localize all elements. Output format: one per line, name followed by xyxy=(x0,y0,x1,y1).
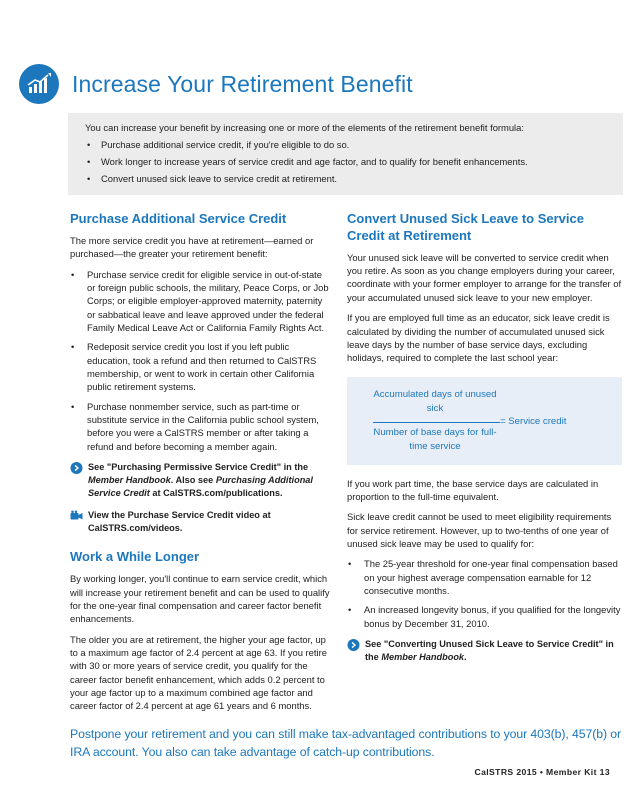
page-footer: CalSTRS 2015 • Member Kit 13 xyxy=(474,767,610,777)
arrow-circle-icon xyxy=(70,462,83,474)
ref-text-part: at CalSTRS.com/publications. xyxy=(149,488,283,499)
formula-result: = Service credit xyxy=(500,415,567,427)
ref-text-part: Member Handbook xyxy=(88,475,171,486)
list-item: • Purchase service credit for eligible service in out-of-state or foreign public schools, the military, Peace Corps, or Job Corps; or eligible employer-approved maternity, paternity or sabbatical leave and leave approved under the federal Family Medical Leave Act or California Family Rights Act. xyxy=(70,268,332,335)
ref-text-part: View the Purchase Service Credit video at CalSTRS.com/videos. xyxy=(88,510,271,534)
page-header xyxy=(19,62,413,106)
convert-reference-text xyxy=(365,638,622,664)
purchase-heading: Purchase Additional Service Credit xyxy=(70,211,287,226)
convert-reference xyxy=(347,638,622,664)
formula-divider xyxy=(373,422,500,423)
video-reference-text xyxy=(88,509,332,535)
intro-text: You can increase your benefit by increasing one or more of the elements of the retirement benefit formula: xyxy=(85,122,524,133)
video-camera-icon xyxy=(70,510,83,522)
convert-paragraph: Sick leave credit cannot be used to meet eligibility requirements for service retirement. However, up to two-tenths of one year of unused sick leave may be used to qualify for: xyxy=(347,511,612,549)
formula-denominator: Number of base days for full-time service xyxy=(373,426,497,453)
convert-bullets xyxy=(347,557,622,630)
purchase-bullets xyxy=(70,268,332,453)
sick-leave-formula xyxy=(347,377,622,465)
ref-text-part: Purchasing Additional Service Credit xyxy=(88,475,313,499)
ref-text-part: Member Handbook xyxy=(381,652,465,663)
intro-item: • Purchase additional service credit, if you're eligible to do so. xyxy=(85,138,605,151)
purchase-reference-text xyxy=(88,461,332,500)
footer-note: Postpone your retirement and you can still make tax-advantaged contributions to your 403(b), 457(b) or IRA account. You also can take advantage of catch-up contributions. xyxy=(70,727,621,760)
video-reference xyxy=(70,509,332,535)
purchase-reference xyxy=(70,461,332,500)
chart-growth-icon xyxy=(19,64,59,104)
right-column xyxy=(347,211,622,673)
ref-text-part: See "Converting Unused Sick Leave to Service Credit" in the xyxy=(365,638,614,663)
work-heading: Work a While Longer xyxy=(70,549,200,565)
left-column xyxy=(70,211,332,720)
formula-numerator: Accumulated days of unused sick xyxy=(373,388,497,415)
ref-text-part: . xyxy=(464,652,467,663)
intro-item: • Work longer to increase years of service credit and age factor, and to qualify for benefit enhancements. xyxy=(85,155,605,168)
convert-paragraph: Your unused sick leave will be converted to service credit when you retire. As soon as you change employers during your career, coordinate with your former employer to arrange for the transfer of your accumulated unused sick leave to your new employer. xyxy=(347,251,622,303)
ref-text-part: See "Purchasing Permissive Service Credit" in the xyxy=(88,462,309,473)
list-item: • The 25-year threshold for one-year final compensation based on your highest average compensation earnable for 12 consecutive months. xyxy=(347,557,622,597)
intro-list xyxy=(85,138,605,185)
arrow-circle-icon xyxy=(347,639,360,651)
list-item: • Redeposit service credit you lost if you left public education, took a refund and then returned to CalSTRS membership, or went to work in certain other California public retirement systems. xyxy=(70,340,332,393)
list-item: • An increased longevity bonus, if you qualified for the longevity bonus by December 31, 2010. xyxy=(347,603,622,630)
intro-box xyxy=(68,113,623,195)
intro-item: • Convert unused sick leave to service credit at retirement. xyxy=(85,172,605,185)
page-title: Increase Your Retirement Benefit xyxy=(72,70,413,97)
list-item: • Purchase nonmember service, such as part-time or substitute service in the California public school system, before you were a CalSTRS member or after taking a refund and before becoming a member again. xyxy=(70,400,332,453)
ref-text-part: . Also see xyxy=(170,475,216,486)
convert-paragraph: If you are employed full time as an educator, sick leave credit is calculated by dividing the number of accumulated unused sick leave days by the number of base service days, excluding holidays, required to complete the last school year: xyxy=(347,312,610,364)
work-paragraph: By working longer, you'll continue to earn service credit, which will increase your retirement benefit and can be used to qualify for the one-year final compensation and career factor benefit enhancements. xyxy=(70,573,330,625)
work-paragraph: The older you are at retirement, the higher your age factor, up to a maximum age factor of 2.4 percent at age 63. If you retire with 30 or more years of service credit, you qualify for the career factor benefit enhancement, which adds 0.2 percent to your age factor up to a maximum combined age factor and career factor of 2.4 percent at age 61 years and 6 months. xyxy=(70,633,327,712)
purchase-intro: The more service credit you have at retirement—earned or purchased—the greater your retirement benefit: xyxy=(70,234,314,260)
convert-heading: Convert Unused Sick Leave to Service Credit at Retirement xyxy=(347,211,584,243)
convert-paragraph: If you work part time, the base service days are calculated in proportion to the full-time equivalent. xyxy=(347,477,599,502)
